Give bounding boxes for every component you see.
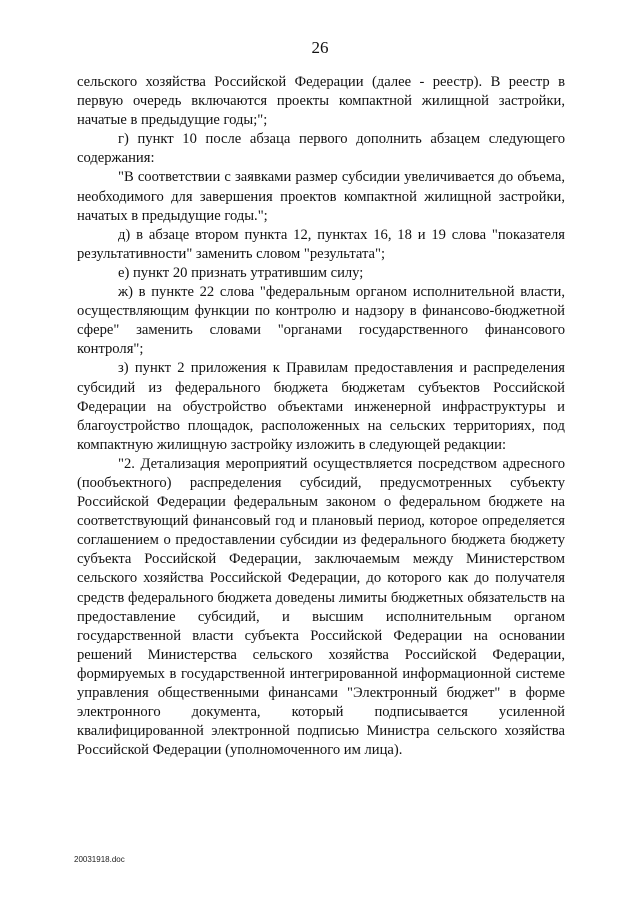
paragraph-continuation: сельского хозяйства Российской Федерации (далее - реестр). В реестр в первую очередь включаются проекты компактной жилищной застройки, начатые в предыдущие годы;"; xyxy=(77,74,565,129)
page-number: 26 xyxy=(311,38,329,57)
paragraph-item-e: е) пункт 20 признать утратившим силу; xyxy=(118,264,364,281)
paragraph-item-d: д) в абзаце втором пункта 12, пунктах 16, 18 и 19 слова "показателя результативности" заменить словом "результата"; xyxy=(77,226,565,262)
paragraph-item-zh: ж) в пункте 22 слова "федеральным органом исполнительной власти, осуществляющим функции по контролю и надзору в финансово-бюджетной сфере" заменить словами "органами государственного финансового контроля"; xyxy=(77,284,565,358)
paragraph-item-g: г) пункт 10 после абзаца первого дополнить абзацем следующего содержания: xyxy=(77,131,565,167)
paragraph-item-z: з) пункт 2 приложения к Правилам предоставления и распределения субсидий из федерального бюджета бюджетам субъектов Российской Федерации на обустройство объектами инженерной инфраструктуры и благоустройство площадок, расположенных на сельских территориях, под компактную жилищную застройку изложить в следующей редакции: xyxy=(77,360,565,453)
document-body xyxy=(77,73,565,760)
paragraph-new-wording: "2. Детализация мероприятий осуществляется посредством адресного (пообъектного) распределения субсидий, предусмотренных субъекту Российской Федерации федеральным законом о федеральном бюджете на соответствующий финансовый год и плановый период, которое определяется соглашением о предоставлении субсидии из федерального бюджета бюджету субъекта Российской Федерации, заключаемым между Министерством сельского хозяйства Российской Федерации, до которого как до получателя средств федерального бюджета доведены лимиты бюджетных обязательств на предоставление субсидий, и высшим исполнительным органом государственной власти субъекта Российской Федерации на основании решений Министерства сельского хозяйства Российской Федерации, формируемых в государственной интегрированной информационной системе управления общественными финансами "Электронный бюджет" в форме электронного документа, который подписывается усиленной квалифицированной электронной подписью Министра сельского хозяйства Российской Федерации (уполномоченного им лица). xyxy=(77,455,565,759)
paragraph-quoted-insert: "В соответствии с заявками размер субсидии увеличивается до объема, необходимого для завершения проектов компактной жилищной застройки, начатых в предыдущие годы."; xyxy=(77,169,565,224)
footer-filename: 20031918.doc xyxy=(74,855,125,864)
